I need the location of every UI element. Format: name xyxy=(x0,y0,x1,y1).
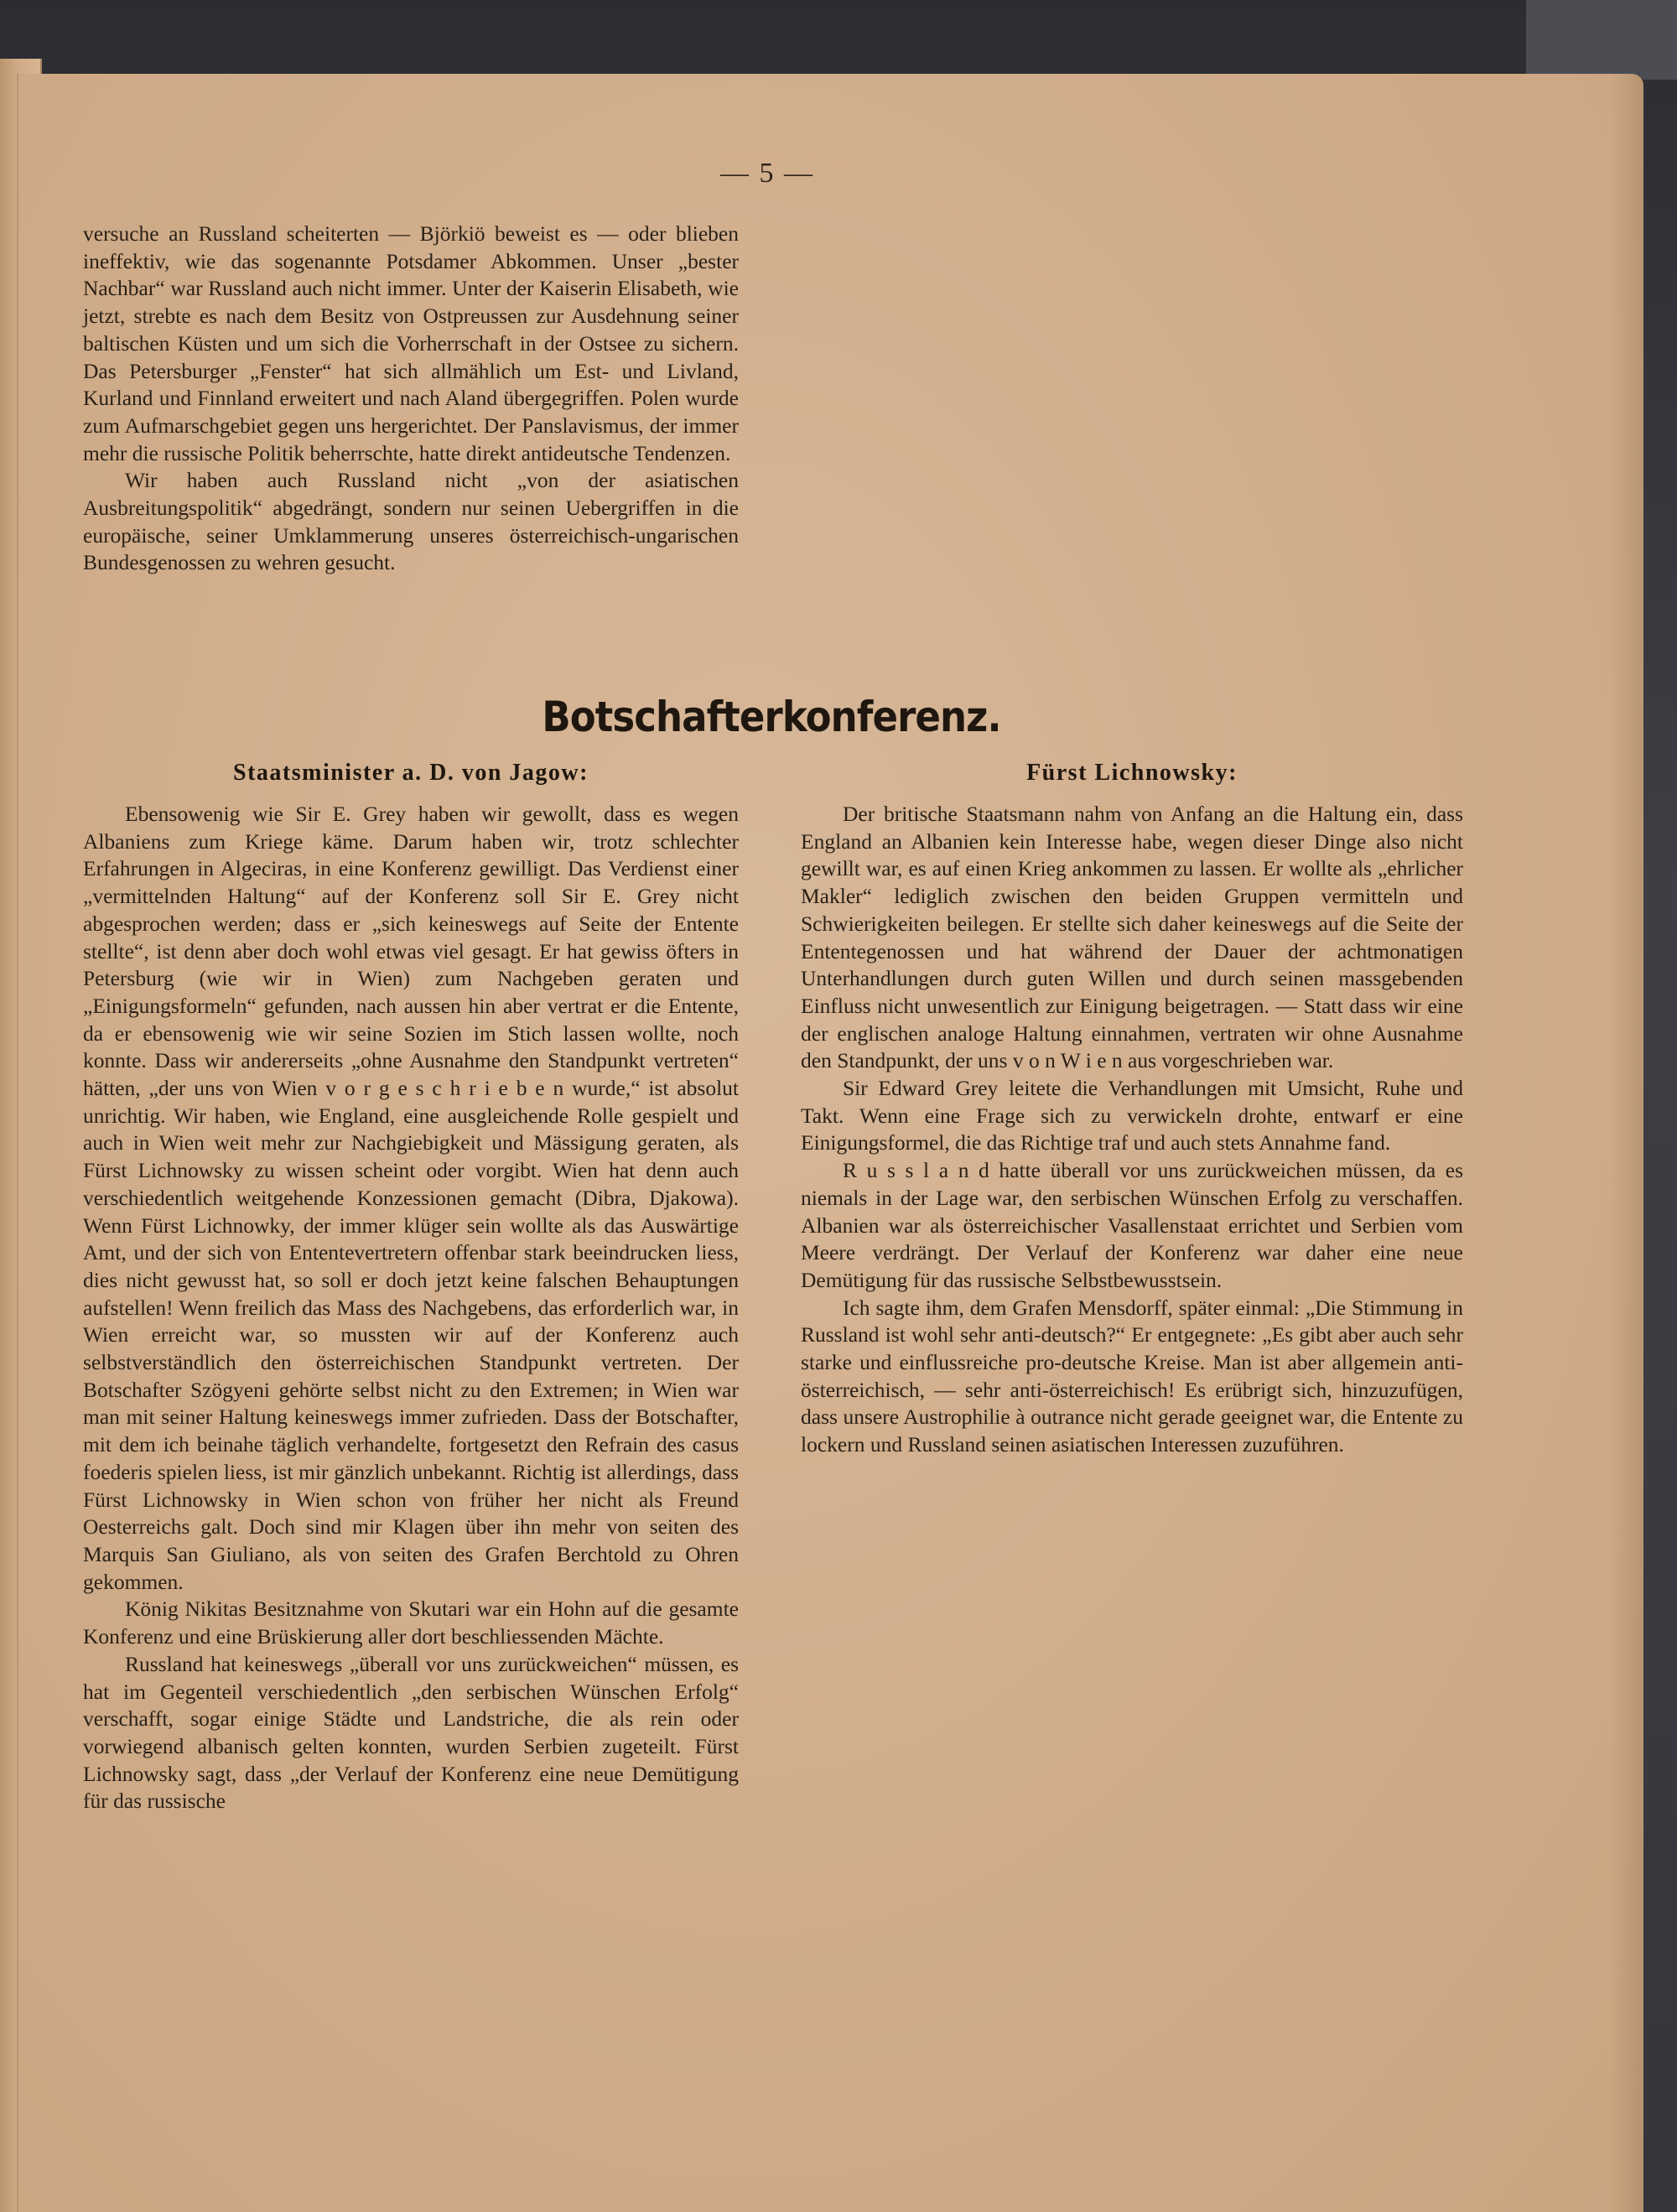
left-paragraph: König Nikitas Besitznahme von Skutari war ein Hohn auf die gesamte Konferenz und eine Brüskierung aller dort beschliessenden Mächte. xyxy=(83,1597,739,1649)
board-edge xyxy=(1526,0,1677,80)
left-column-heading: Staatsminister a. D. von Jagow: xyxy=(233,760,589,786)
left-column-text xyxy=(83,801,739,1815)
intro-paragraph: Wir haben auch Russland nicht „von der asiatischen Ausbreitungspolitik“ abgedrängt, sondern nur seinen Uebergriffen in die europäische, seiner Umklammerung unseres österreichisch-ungarischen Bundesgenossen zu wehren gesucht. xyxy=(83,468,739,575)
right-paragraph: Der britische Staatsmann nahm von Anfang an die Haltung ein, dass England an Albanien kein Interesse habe, wegen dieser Dinge also nicht gewillt war, es auf einen Krieg ankommen zu lassen. Er wollte als „ehrlicher Makler“ lediglich zwischen den beiden Gruppen vermitteln und Schwierigkeiten beilegen. Er stellte sich daher keineswegs auf die Seite der Ententegenossen und hat während der Dauer der achtmonatigen Unterhandlungen durch guten Willen und durch seinen massgebenden Einfluss nicht unwesentlich zur Einigung beigetragen. — Statt dass wir eine der englischen analoge Haltung einnahmen, vertraten wir ohne Ausnahme den Standpunkt, der uns v o n W i e n aus vorgeschrieben war. xyxy=(801,802,1463,1073)
right-paragraph: Ich sagte ihm, dem Grafen Mensdorff, später einmal: „Die Stimmung in Russland ist wohl sehr anti-deutsch?“ Er entgegnete: „Es gibt aber auch sehr starke und einflussreiche pro-deutsche Kreise. Man ist aber allgemein anti-österreichisch, — sehr anti-österreichisch! Es erübrigt sich, hinzuzufügen, dass unsere Austrophilie à outrance nicht gerade geeignet war, die Entente zu lockern und Russland seinen asiatischen Interessen zuzuführen. xyxy=(801,1295,1463,1457)
right-paragraph: R u s s l a n d hatte überall vor uns zurückweichen müssen, da es niemals in der Lage war, den serbischen Wünschen Erfolg zu verschaffen. Albanien war als österreichischer Vasallenstaat errichtet und Serbien vom Meere verdrängt. Der Verlauf der Konferenz war daher eine neue Demütigung für das russische Selbstbewusstsein. xyxy=(801,1158,1463,1292)
right-column-heading: Fürst Lichnowsky: xyxy=(1026,760,1238,786)
section-title: Botschafterkonferenz. xyxy=(542,693,1001,741)
right-column-text xyxy=(801,801,1463,1459)
left-paragraph: Ebensowenig wie Sir E. Grey haben wir gewollt, dass es wegen Albaniens zum Kriege käme. Darum haben wir, trotz schlechter Erfahrungen in Algeciras, in eine Konferenz gewilligt. Das Verdienst einer „vermittelnden Haltung“ auf der Konferenz soll Sir E. Grey nicht abgesprochen werden; dass er „sich keineswegs auf Seite der Entente stellte“, ist denn aber doch wohl etwas viel gesagt. Er hat gewiss öfters in Petersburg (wie wir in Wien) zum Nachgeben geraten und „Einigungsformeln“ gefunden, nach aussen hin aber vertrat er die Entente, da er ebensowenig wie wir seine Sozien im Stich lassen wollte, noch konnte. Dass wir andererseits „ohne Ausnahme den Standpunkt vertreten“ hätten, „der uns von Wien v o r g e s c h r i e b e n wurde,“ ist absolut unrichtig. Wir haben, wie England, eine ausgleichende Rolle gespielt und auch in Wien weit mehr zur Nachgiebigkeit und Mässigung geraten, als Fürst Lichnowsky zu wissen scheint oder vorgibt. Wien hat denn auch verschiedentlich weitgehende Konzessionen gemacht (Dibra, Djakowa). Wenn Fürst Lichnowky, der immer klüger sein wollte als das Auswärtige Amt, und der sich von Ententevertretern offenbar stark beeindrucken liess, dies nicht gewusst hat, so soll er doch jetzt keine falschen Behauptungen aufstellen! Wenn freilich das Mass des Nachgebens, das erforderlich war, in Wien erreicht war, so mussten wir auf der Konferenz auch selbstverständlich den österreichischen Standpunkt vertreten. Der Botschafter Szögyeni gehörte selbst nicht zu den Extremen; in Wien war man mit seiner Haltung keineswegs immer zufrieden. Dass der Botschafter, mit dem ich beinahe täglich verhandelte, fortgesetzt den Refrain des casus foederis spielen liess, ist mir gänzlich unbekannt. Richtig ist allerdings, dass Fürst Lichnowsky in Wien schon von früher her nicht als Freund Oesterreichs galt. Doch sind mir Klagen über ihn mehr von seiten des Marquis San Giuliano, als von seiten des Grafen Berchtold zu Ohren gekommen. xyxy=(83,802,739,1594)
left-paragraph: Russland hat keineswegs „überall vor uns zurückweichen“ müssen, es hat im Gegenteil verschiedentlich „den serbischen Wünschen Erfolg“ verschafft, sogar einige Städte und Landstriche, die als rein oder vorwiegend albanisch gelten konnten, wurden Serbien zugeteilt. Fürst Lichnowsky sagt, dass „der Verlauf der Konferenz eine neue Demütigung für das russische xyxy=(83,1651,739,1814)
intro-paragraph: versuche an Russland scheiterten — Björkiö beweist es — oder blieben ineffektiv, wie das sogenannte Potsdamer Abkommen. Unser „bester Nachbar“ war Russland auch nicht immer. Unter der Kaiserin Elisabeth, wie jetzt, strebte es nach dem Besitz von Ostpreussen zur Ausdehnung seiner baltischen Küsten und um sich die Vorherrschaft in der Ostsee zu sichern. Das Petersburger „Fenster“ hat sich allmählich um Est- und Livland, Kurland und Finnland erweitert und nach Aland übergegriffen. Polen wurde zum Aufmarschgebiet gegen uns hergerichtet. Der Panslavismus, der immer mehr die russische Politik beherrschte, hatte direkt antideutsche Tendenzen. xyxy=(83,221,739,465)
page-shadow xyxy=(1610,74,1643,2212)
page-number: — 5 — xyxy=(720,158,814,189)
right-paragraph: Sir Edward Grey leitete die Verhandlungen mit Umsicht, Ruhe und Takt. Wenn eine Frage sich zu verwickeln drohte, entwarf er eine Einigungsformel, die das Richtige traf und auch stets Annahme fand. xyxy=(801,1076,1463,1155)
intro-text xyxy=(83,221,739,577)
